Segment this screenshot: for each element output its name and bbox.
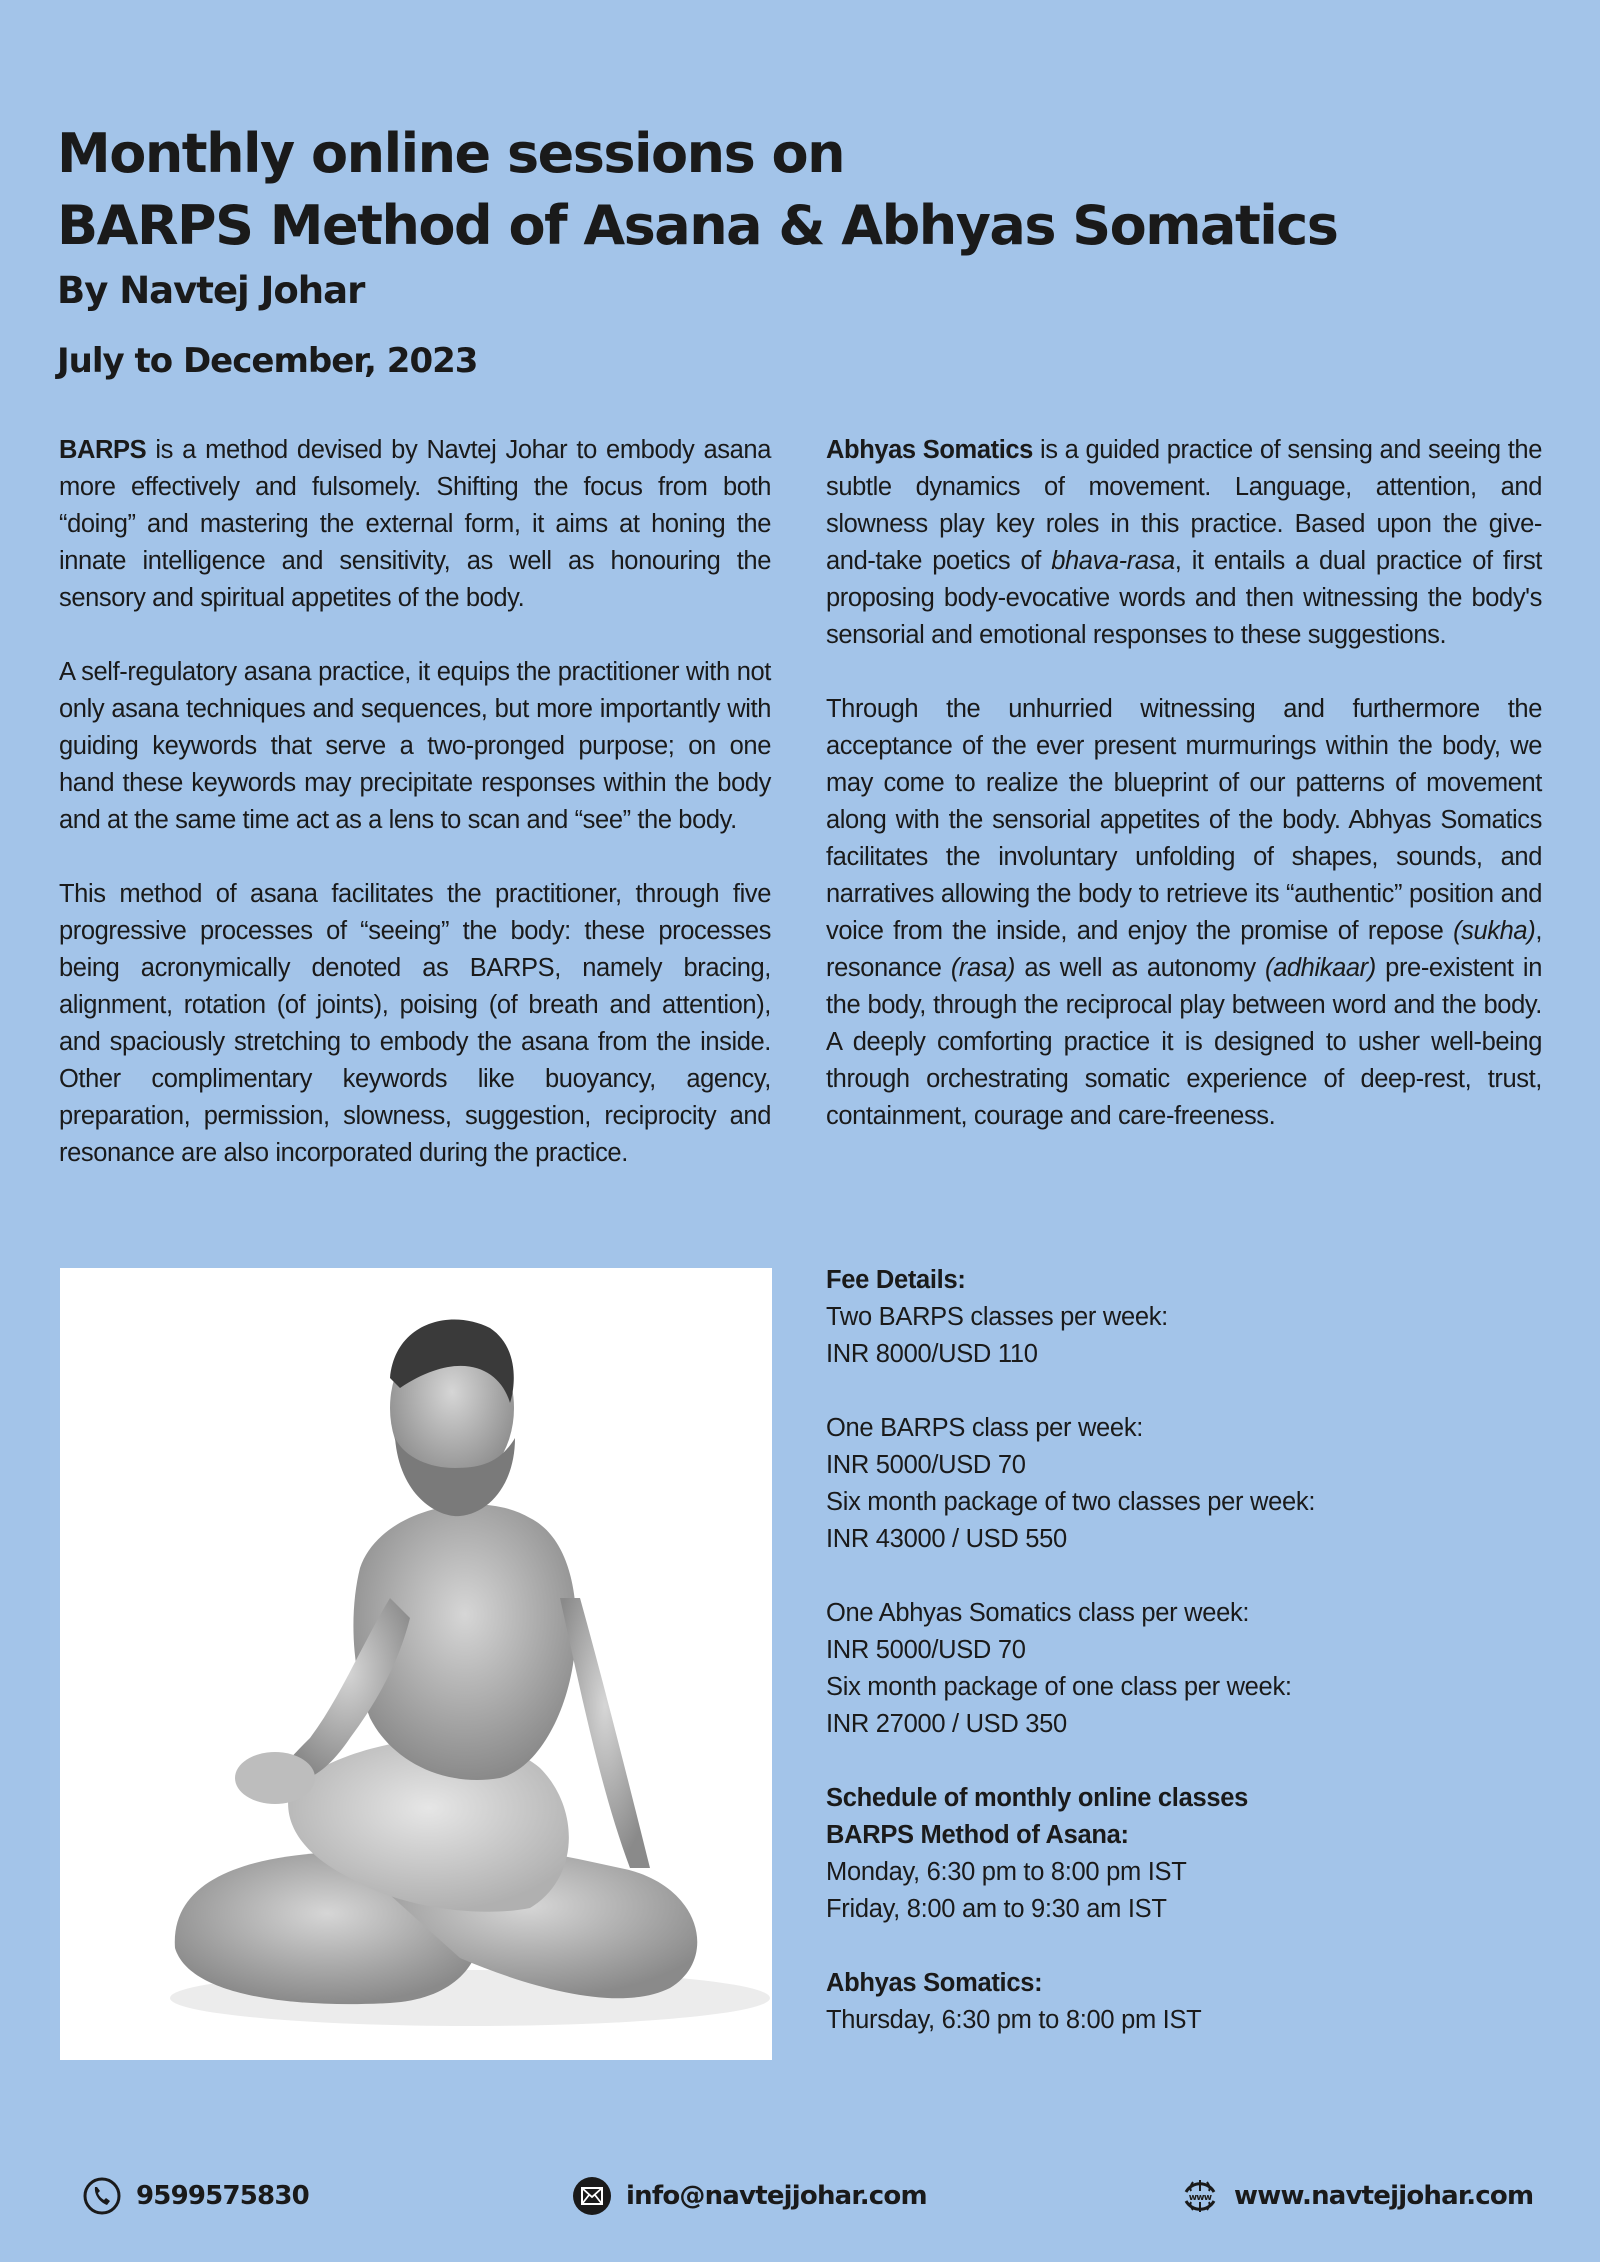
spacer	[826, 1558, 1315, 1595]
page-title-line-2: BARPS Method of Asana & Abhyas Somatics	[57, 194, 1338, 257]
phone-icon	[82, 2176, 122, 2216]
somatics-p2-text-a: Through the unhurried witnessing and furthermore the acceptance of the ever present murmurings within the body, we may come to realize the blueprint of our patterns of movement along with the sensorial appetites of the body. Abhyas Somatics facilitates the involuntary unfolding of shapes, sounds, and narratives allowing the body to retrieve its “authentic” position and voice from the inside, and enjoy the promise of repose	[826, 695, 1542, 945]
fee-six-month-one-label: Six month package of one class per week:	[826, 1673, 1292, 1701]
fee-six-month-two-price: INR 43000 / USD 550	[826, 1525, 1067, 1553]
somatics-p1-text-b: , it entails a dual practice of first proposing body-evocative words and then witnessing the body's sensorial and emotional responses to these suggestions.	[826, 547, 1542, 649]
schedule-barps-heading-text: BARPS Method of Asana:	[826, 1821, 1129, 1849]
email-address[interactable]: info@navtejjohar.com	[626, 2181, 927, 2211]
right-arm	[560, 1598, 650, 1868]
schedule-heading	[826, 1780, 1315, 1817]
somatics-paragraph-2	[826, 691, 1542, 1135]
schedule-barps-slot-1: Monday, 6:30 pm to 8:00 pm IST	[826, 1858, 1187, 1886]
somatics-description	[826, 432, 1542, 1135]
adhikaar-term: (adhikaar)	[1265, 954, 1376, 982]
barps-description	[59, 432, 771, 1172]
somatics-p2-text-b: , resonance	[826, 917, 1542, 982]
spacer	[826, 1743, 1315, 1780]
seated-yoga-figure-illustration	[60, 1268, 772, 2060]
phone-contact[interactable]	[82, 2176, 309, 2216]
page-header	[57, 118, 1337, 384]
somatics-p2-text-c: as well as autonomy	[1015, 954, 1266, 982]
website-contact[interactable]	[1180, 2176, 1533, 2216]
fee-one-barps-price: INR 5000/USD 70	[826, 1451, 1026, 1479]
email-contact[interactable]	[572, 2176, 927, 2216]
contact-footer	[0, 2172, 1600, 2222]
schedule-somatics-heading-text: Abhyas Somatics:	[826, 1969, 1043, 1997]
schedule-somatics-heading	[826, 1965, 1315, 2002]
somatics-p1-text-a: is a guided practice of sensing and seeing the subtle dynamics of movement. Language, attention, and slowness play key roles in this practice. Based upon the give-and-take poetics of	[826, 436, 1542, 575]
phone-number[interactable]: 9599575830	[136, 2181, 309, 2211]
instructor-photo	[60, 1268, 772, 2060]
somatics-term: Abhyas Somatics	[826, 436, 1033, 464]
sukha-term: (sukha)	[1453, 917, 1536, 945]
somatics-p2-text-d: pre-existent in the body, through the reciprocal play between word and the body. A deeply comforting practice it is designed to usher well-being through orchestrating somatic experience of deep-rest, trust, containment, courage and care-freeness.	[826, 954, 1542, 1130]
fee-one-somatics-label: One Abhyas Somatics class per week:	[826, 1599, 1250, 1627]
schedule-barps-slot-2: Friday, 8:00 am to 9:30 am IST	[826, 1895, 1167, 1923]
barps-paragraph-1	[59, 432, 771, 617]
author-byline: By Navtej Johar	[57, 269, 365, 312]
barps-paragraph-1-text: is a method devised by Navtej Johar to embody asana more effectively and fulsomely. Shifting the focus from both “doing” and mastering the external form, it aims at honing the innate intelligence and sensitivity, as well as honouring the sensory and spiritual appetites of the body.	[59, 436, 771, 612]
schedule-somatics-slot-1: Thursday, 6:30 pm to 8:00 pm IST	[826, 2006, 1202, 2034]
www-label: www	[1188, 2193, 1212, 2203]
schedule-barps-heading	[826, 1817, 1315, 1854]
barps-term: BARPS	[59, 436, 147, 464]
globe-www-icon	[1180, 2176, 1220, 2216]
fee-and-schedule	[826, 1262, 1315, 2039]
fee-one-barps-label: One BARPS class per week:	[826, 1414, 1144, 1442]
page-title-line-1: Monthly online sessions on	[57, 122, 845, 185]
envelope-icon	[572, 2176, 612, 2216]
fee-six-month-one-price: INR 27000 / USD 350	[826, 1710, 1067, 1738]
session-dates: July to December, 2023	[57, 341, 478, 381]
fee-two-barps-label: Two BARPS classes per week:	[826, 1303, 1168, 1331]
rasa-term: (rasa)	[950, 954, 1016, 982]
spacer	[826, 1928, 1315, 1965]
fee-details-heading	[826, 1262, 1315, 1299]
fee-six-month-two-label: Six month package of two classes per week:	[826, 1488, 1316, 1516]
held-foot	[235, 1752, 315, 1804]
spacer	[826, 1373, 1315, 1410]
bhava-rasa-term: bhava-rasa	[1051, 547, 1175, 575]
fee-one-somatics-price: INR 5000/USD 70	[826, 1636, 1026, 1664]
barps-paragraph-3: This method of asana facilitates the practitioner, through five progressive processes of “seeing” the body: these processes being acronymically denoted as BARPS, namely bracing, alignment, rotation (of joints), poising (of breath and attention), and spaciously stretching to embody the asana from the inside. Other complimentary keywords like buoyancy, agency, preparation, permission, slowness, suggestion, reciprocity and resonance are also incorporated during the practice.	[59, 880, 771, 1167]
fee-two-barps-price: INR 8000/USD 110	[826, 1340, 1038, 1368]
schedule-heading-text: Schedule of monthly online classes	[826, 1784, 1248, 1812]
fee-details-heading-text: Fee Details:	[826, 1266, 966, 1294]
barps-paragraph-2: A self-regulatory asana practice, it equips the practitioner with not only asana techniques and sequences, but more importantly with guiding keywords that serve a two-pronged purpose; on one hand these keywords may precipitate responses within the body and at the same time act as a lens to scan and “see” the body.	[59, 658, 771, 834]
website-url[interactable]: www.navtejjohar.com	[1234, 2181, 1534, 2211]
somatics-paragraph-1	[826, 432, 1542, 654]
